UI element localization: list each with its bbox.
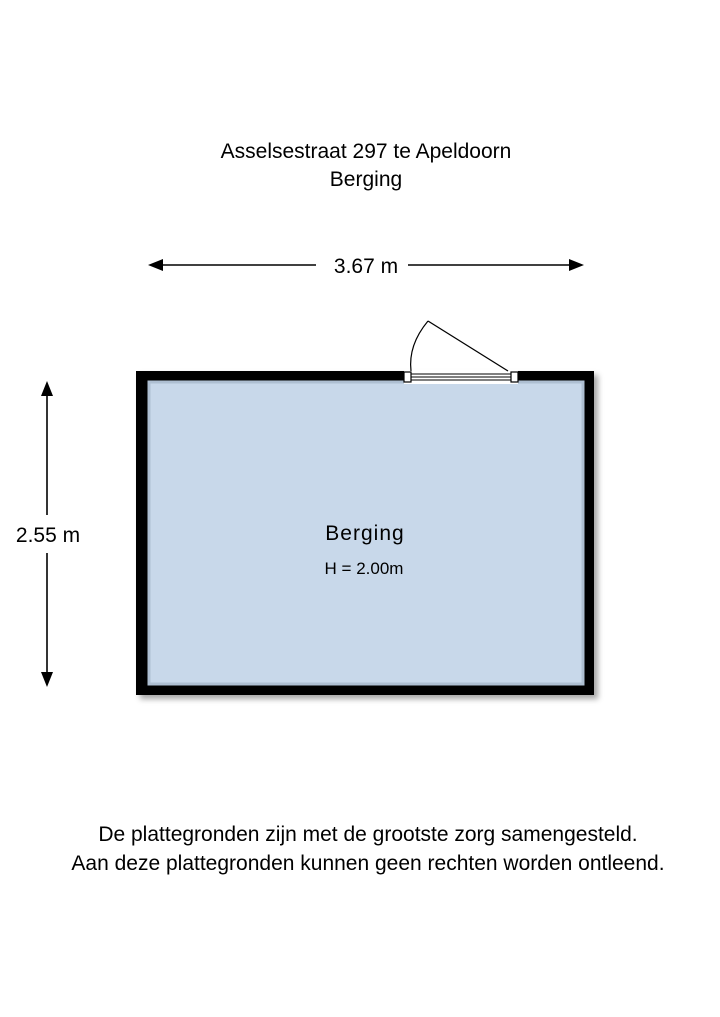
room-height-label: H = 2.00m <box>324 559 404 578</box>
door <box>404 321 518 384</box>
height-dimension-label: 2.55 m <box>15 524 81 547</box>
arrow-up-icon <box>41 381 53 396</box>
disclaimer-line-2: Aan deze plattegronden kunnen geen rechten worden ontleend. <box>71 852 665 875</box>
width-dimension-label: 3.67 m <box>333 255 399 278</box>
floor-subtitle: Berging <box>329 168 403 191</box>
disclaimer <box>0 820 720 878</box>
disclaimer-line-1: De plattegronden zijn met de grootste zorg samengesteld. <box>98 823 638 846</box>
width-dimension <box>148 255 584 278</box>
arrow-right-icon <box>569 259 584 271</box>
room-name-label: Berging <box>325 522 405 545</box>
door-frame-left <box>404 372 411 382</box>
arrow-down-icon <box>41 672 53 687</box>
arrow-left-icon <box>148 259 163 271</box>
address-title: Asselsestraat 297 te Apeldoorn <box>220 140 512 163</box>
door-swing-arc <box>411 321 428 371</box>
height-dimension <box>16 381 80 687</box>
door-leaf <box>428 321 508 371</box>
door-frame-right <box>511 372 518 382</box>
